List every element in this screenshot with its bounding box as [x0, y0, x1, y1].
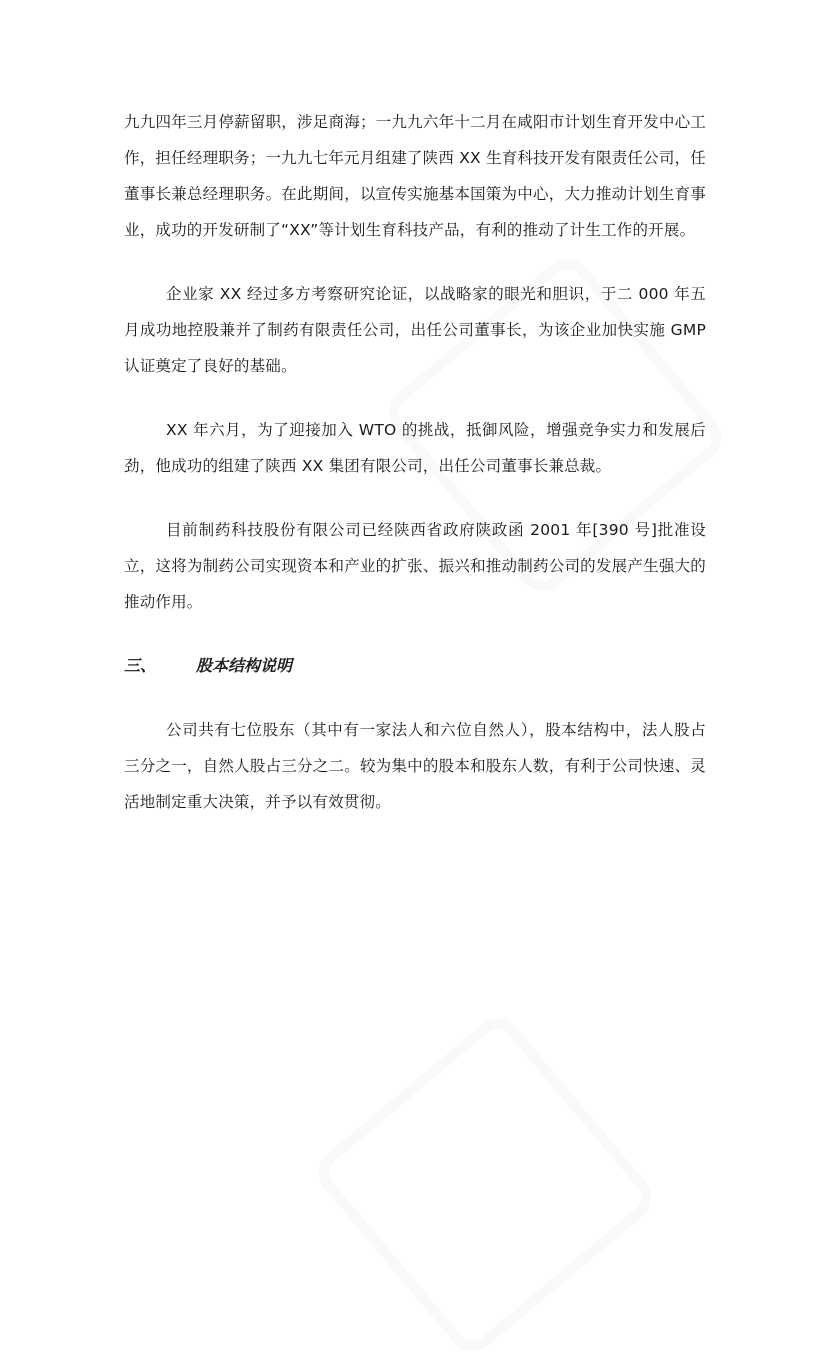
- section-heading: [124, 648, 706, 684]
- paragraph-shareholding: 公司共有七位股东（其中有一家法人和六位自然人），股本结构中，法人股占三分之一，自然人股占三分之二。较为集中的股本和股东人数，有利于公司快速、灵活地制定重大决策，并予以有效贯彻。: [124, 721, 706, 811]
- paragraph-group-founding: XX 年六月，为了迎接加入 WTO 的挑战，抵御风险，增强竞争实力和发展后劲，他成功的组建了陕西 XX 集团有限公司，出任公司董事长兼总裁。: [124, 421, 706, 475]
- section-title: 股本结构说明: [196, 656, 293, 675]
- paragraph-approval: 目前制药科技股份有限公司已经陕西省政府陕政函 2001 年[390 号]批准设立，这将为制药公司实现资本和产业的扩张、振兴和推动制药公司的发展产生强大的推动作用。: [124, 521, 706, 611]
- watermark-seal: [309, 1009, 661, 1361]
- paragraph-acquisition: 企业家 XX 经过多方考察研究论证，以战略家的眼光和胆识，于二 000 年五月成功地控股兼并了制药有限责任公司，出任公司董事长，为该企业加快实施 GMP 认证奠定了良好的基础。: [124, 285, 706, 375]
- paragraph-career-history: 九九四年三月停薪留职，涉足商海；一九九六年十二月在咸阳市计划生育开发中心工作，担任经理职务；一九九七年元月组建了陕西 XX 生育科技开发有限责任公司，任董事长兼总经理职务。在此期间，以宣传实施基本国策为中心，大力推动计划生育事业，成功的开发研制了“XX”等计划生育科技产品，有利的推动了计生工作的开展。: [124, 113, 706, 239]
- document-body: [124, 104, 706, 820]
- section-number: 三、: [124, 656, 157, 675]
